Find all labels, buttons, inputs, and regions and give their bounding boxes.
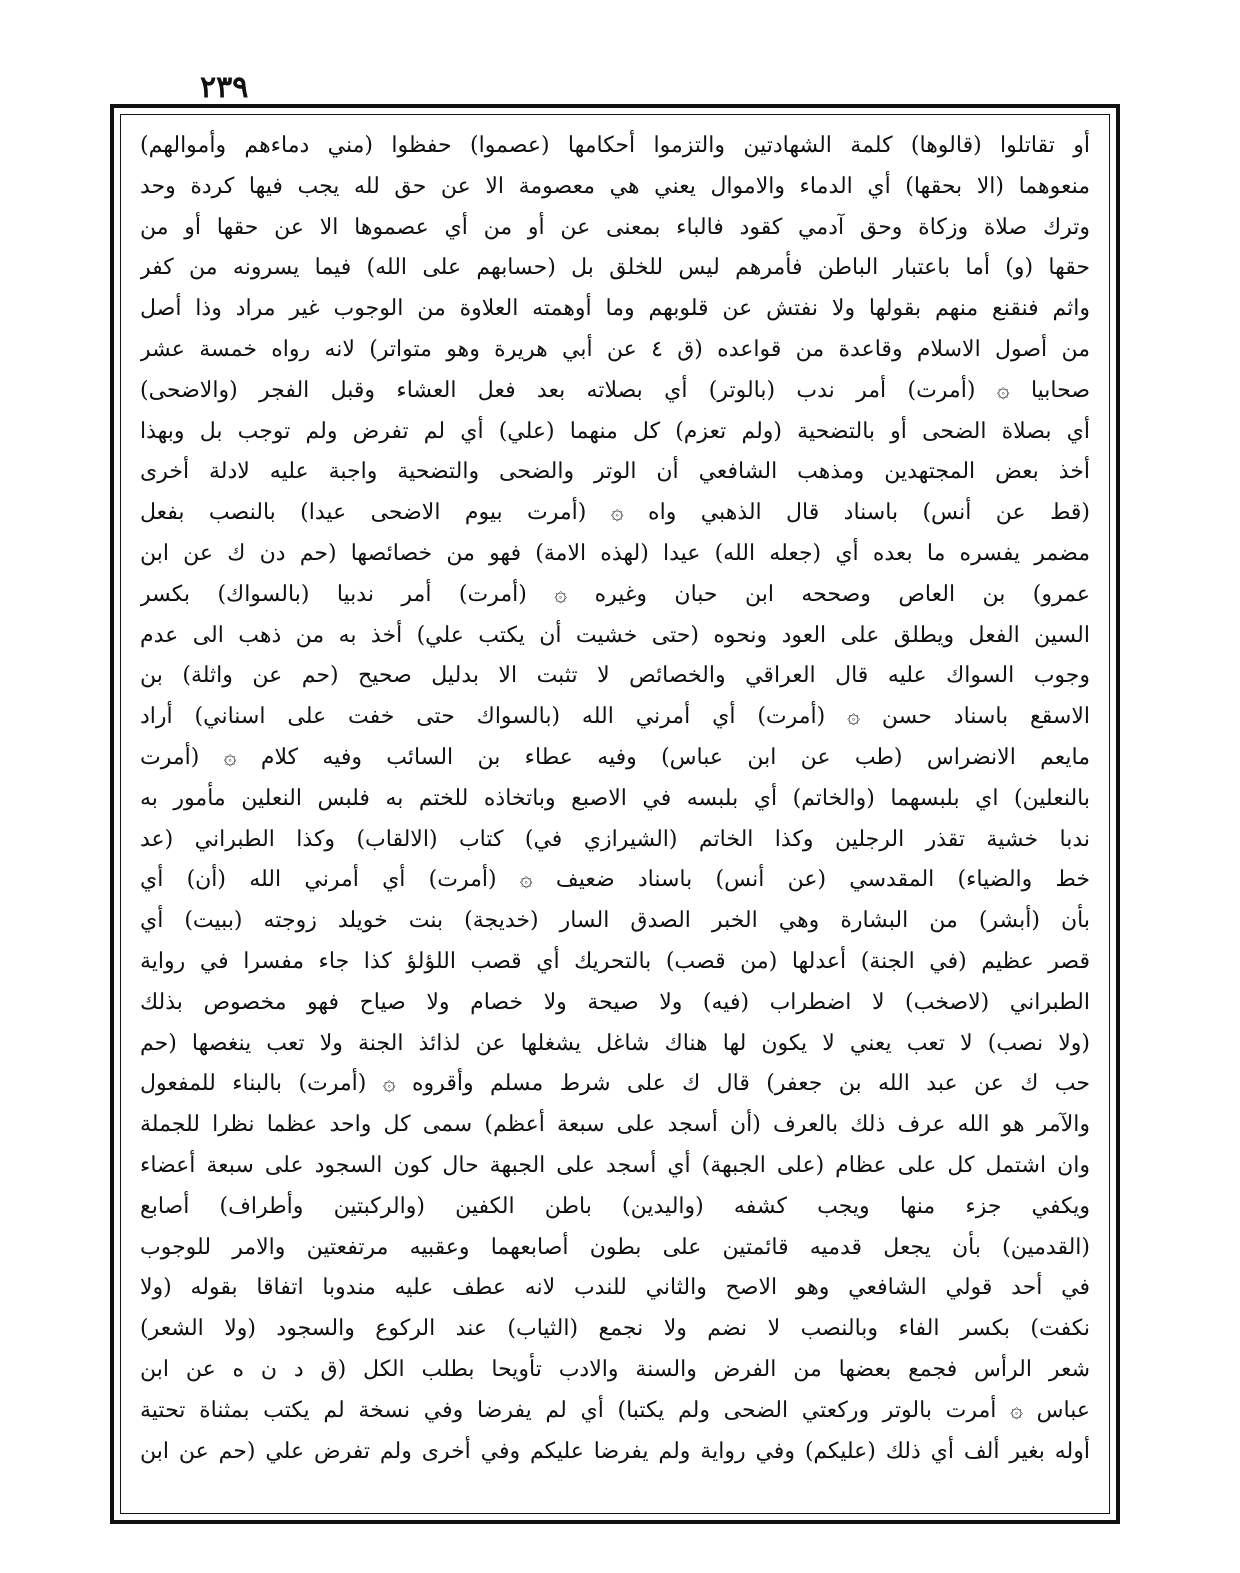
- text-line: من أصول الاسلام وقاعدة من قواعده (ق ٤ عن أبي هريرة وهو متواتر) لانه رواه خمسة عشر: [140, 336, 1090, 362]
- text-line: في أحد قولي الشافعي وهو الاصح والثاني للندب لانه عطف عليه مندوبا اتفاقا بقوله (ولا: [140, 1275, 1090, 1301]
- text-line: ندبا خشية تقذر الرجلين وكذا الخاتم (الشيرازي في) كتاب (الالقاب) وكذا الطبراني (عد: [140, 826, 1090, 852]
- text-line: الاسقع باسناد حسن ۞ (أمرت) أي أمرني الله (بالسواك حتى خفت على اسناني) أراد: [140, 704, 1090, 730]
- text-line: أخذ بعض المجتهدين ومذهب الشافعي أن الوتر والضحى والتضحية واجبة عليه لادلة أخرى: [140, 459, 1090, 485]
- text-line: مضمر يفسره ما بعده أي (جعله الله) عيدا (لهذه الامة) فهو من خصائصها (حم دن ك عن ابن: [140, 540, 1090, 566]
- text-line: أو تقاتلوا (قالوها) كلمة الشهادتين والتزموا أحكامها (عصموا) حفظوا (مني دماءهم وأموالهم): [140, 133, 1090, 158]
- text-line: (قط عن أنس) باسناد قال الذهبي واه ۞ (أمرت بيوم الاضحى عيدا) بالنصب بفعل: [140, 500, 1090, 526]
- text-line: حب ك عن عبد الله بن جعفر) قال ك على شرط مسلم وأقروه ۞ (أمرت) بالبناء للمفعول: [140, 1071, 1090, 1097]
- text-line: صحابيا ۞ (أمرت) أمر ندب (بالوتر) أي بصلاته بعد فعل العشاء وقبل الفجر (والاضحى): [140, 377, 1090, 403]
- text-line: شعر الرأس فجمع بعضها من الفرض والسنة والادب تأويحا بطلب الكل (ق د ن ه عن ابن: [140, 1356, 1090, 1382]
- text-line: السين الفعل ويطلق على العود ونحوه (حتى خشيت أن يكتب علي) أخذ به من ذهب الى عدم: [140, 622, 1090, 648]
- text-line: ويكفي جزء منها ويجب كشفه (واليدين) باطن الكفين (والركبتين وأطراف) أصابع: [140, 1193, 1090, 1219]
- text-line: أي بصلاة الضحى أو بالتضحية (ولم تعزم) كل منهما (علي) أي لم تفرض ولم توجب بل وبهذا: [140, 418, 1090, 444]
- page-number: ٢٣٩: [200, 70, 249, 105]
- text-line: وجوب السواك عليه قال العراقي والخصائص لا تثبت الا بدليل صحيح (حم عن واثلة) بن: [140, 663, 1090, 689]
- text-line: مايعم الانضراس (طب عن ابن عباس) وفيه عطاء بن السائب وفيه كلام ۞ (أمرت: [140, 744, 1090, 770]
- text-line: وان اشتمل كل على عظام (على الجبهة) أي أسجد على الجبهة حال كون السجود على سبعة أعضاء: [140, 1152, 1090, 1178]
- text-line: نكفت) بكسر الفاء وبالنصب لا نضم ولا نجمع (الثياب) عند الركوع والسجود (ولا الشعر): [140, 1316, 1090, 1342]
- text-line: منعوهما (الا بحقها) أي الدماء والاموال يعني هي معصومة الا عن حق لله يجب فيها كردة وحد: [140, 173, 1090, 199]
- text-line: بأن (أبشر) من البشارة وهي الخبر الصدق السار (خديجة) بنت خويلد زوجته (ببيت) أي: [140, 908, 1090, 934]
- text-line: الطبراني (لاصخب) لا اضطراب (فيه) ولا صيحة ولا خصام ولا صياح فهو مخصوص بذلك: [140, 989, 1090, 1015]
- text-line: وترك صلاة وزكاة وحق آدمي كقود فالباء بمعنى عن أو من أي عصموها الا عن حقها أو من: [140, 214, 1090, 240]
- text-line: (ولا نصب) لا تعب يعني لا يكون لها هناك شاغل يشغلها عن لذائذ الجنة ولا تعب ينغصها (حم: [140, 1030, 1090, 1056]
- text-line: خط والضياء) المقدسي (عن أنس) باسناد ضعيف ۞ (أمرت) أي أمرني الله (أن) أي: [140, 867, 1090, 893]
- text-line: والآمر هو الله عرف ذلك بالعرف (أن أسجد على سبعة أعظم) سمى كل واحد عظما نظرا للجملة: [140, 1112, 1090, 1138]
- text-line: عمرو) بن العاص وصححه ابن حبان وغيره ۞ (أمرت) أمر ندبيا (بالسواك) بكسر: [140, 581, 1090, 607]
- text-line: أوله بغير ألف أي ذلك (عليكم) وفي رواية ولم يفرضا عليكم وفي أخرى ولم تفرض علي (حم عن ابن: [140, 1438, 1090, 1464]
- text-line: عباس ۞ أمرت بالوتر وركعتي الضحى ولم يكتبا) أي لم يفرضا وفي نسخة لم يكتب بمثناة تحتية: [140, 1397, 1090, 1423]
- text-line: قصر عظيم (في الجنة) أعدلها (من قصب) بالتحريك أي قصب اللؤلؤ كذا جاء مفسرا في رواية: [140, 948, 1090, 974]
- text-line: (القدمين) بأن يجعل قدميه قائمتين على بطون أصابعهما وعقبيه مرتفعتين والامر للوجوب: [140, 1234, 1090, 1260]
- text-line: بالنعلين) اي بلبسهما (والخاتم) أي بلبسه في الاصبع وباتخاذه للختم به فلبس النعلين مأمور به: [140, 785, 1090, 811]
- main-text-body: [140, 126, 1090, 1472]
- text-line: حقها (و) أما باعتبار الباطن فأمرهم ليس للخلق بل (حسابهم على الله) فيما يسرونه من كفر: [140, 255, 1090, 281]
- text-line: واثم فنقنع منهم بقولها ولا نفتش عن قلوبهم وما أوهمته العلاوة من الوجوب غير مراد وذا أصل: [140, 296, 1090, 322]
